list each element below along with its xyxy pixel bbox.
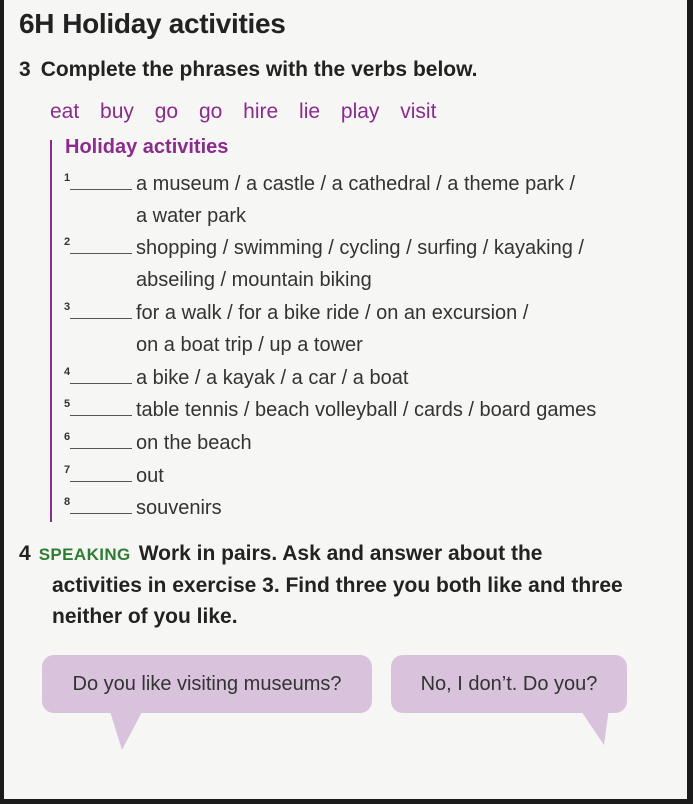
speech-bubble-answer — [391, 655, 627, 713]
verb: lie — [299, 100, 321, 123]
item-number: 5 — [64, 398, 71, 410]
item-number: 7 — [64, 464, 71, 476]
exercise-instruction-cont: neither of you like. — [52, 605, 238, 628]
item-number: 3 — [64, 301, 71, 313]
speech-tail-left — [109, 708, 144, 750]
verb: go — [154, 100, 179, 123]
item-text-cont: on a boat trip / up a tower — [136, 334, 363, 356]
speech-tail-right — [579, 708, 609, 745]
item-number: 8 — [64, 496, 71, 508]
exercise-number: 3 — [19, 58, 31, 81]
exercise-instruction: Work in pairs. Ask and answer about the — [138, 542, 543, 565]
exercise-number: 4 — [19, 542, 31, 565]
item-text: a bike / a kayak / a car / a boat — [136, 367, 409, 389]
item-text-cont: a water park — [136, 205, 247, 227]
item-text: a museum / a castle / a cathedral / a theme park / — [136, 173, 576, 195]
verb: go — [198, 100, 223, 123]
verb: hire — [243, 100, 279, 123]
item-text: out — [136, 465, 164, 487]
verb: play — [340, 100, 380, 123]
exercise-instruction: Complete the phrases with the verbs below. — [40, 58, 478, 81]
item-number: 1 — [64, 172, 71, 184]
section-title: Holiday activities — [62, 8, 286, 39]
verb: visit — [400, 100, 437, 123]
item-text: table tennis / beach volleyball / cards / board games — [136, 399, 597, 421]
verb: buy — [100, 100, 134, 123]
item-number: 2 — [64, 236, 71, 248]
bubble-text: Do you like visiting museums? — [72, 672, 342, 695]
textbook-page — [4, 0, 687, 799]
bubble-text: No, I don’t. Do you? — [420, 672, 598, 695]
item-text: for a walk / for a bike ride / on an excursion / — [136, 302, 529, 324]
item-text-cont: abseiling / mountain biking — [136, 269, 372, 291]
item-number: 6 — [64, 431, 71, 443]
item-text: souvenirs — [136, 497, 222, 519]
item-text: shopping / swimming / cycling / surfing / kayaking / — [136, 237, 584, 259]
item-text: on the beach — [136, 432, 252, 454]
verb: eat — [50, 100, 80, 123]
exercise-instruction-cont: activities in exercise 3. Find three you both like and three — [52, 574, 623, 597]
item-number: 4 — [64, 366, 71, 378]
speaking-label: SPEAKING — [38, 545, 131, 564]
section-code: 6H — [19, 8, 55, 39]
panel-title: Holiday activities — [65, 136, 229, 158]
speech-bubble-question — [42, 655, 372, 713]
